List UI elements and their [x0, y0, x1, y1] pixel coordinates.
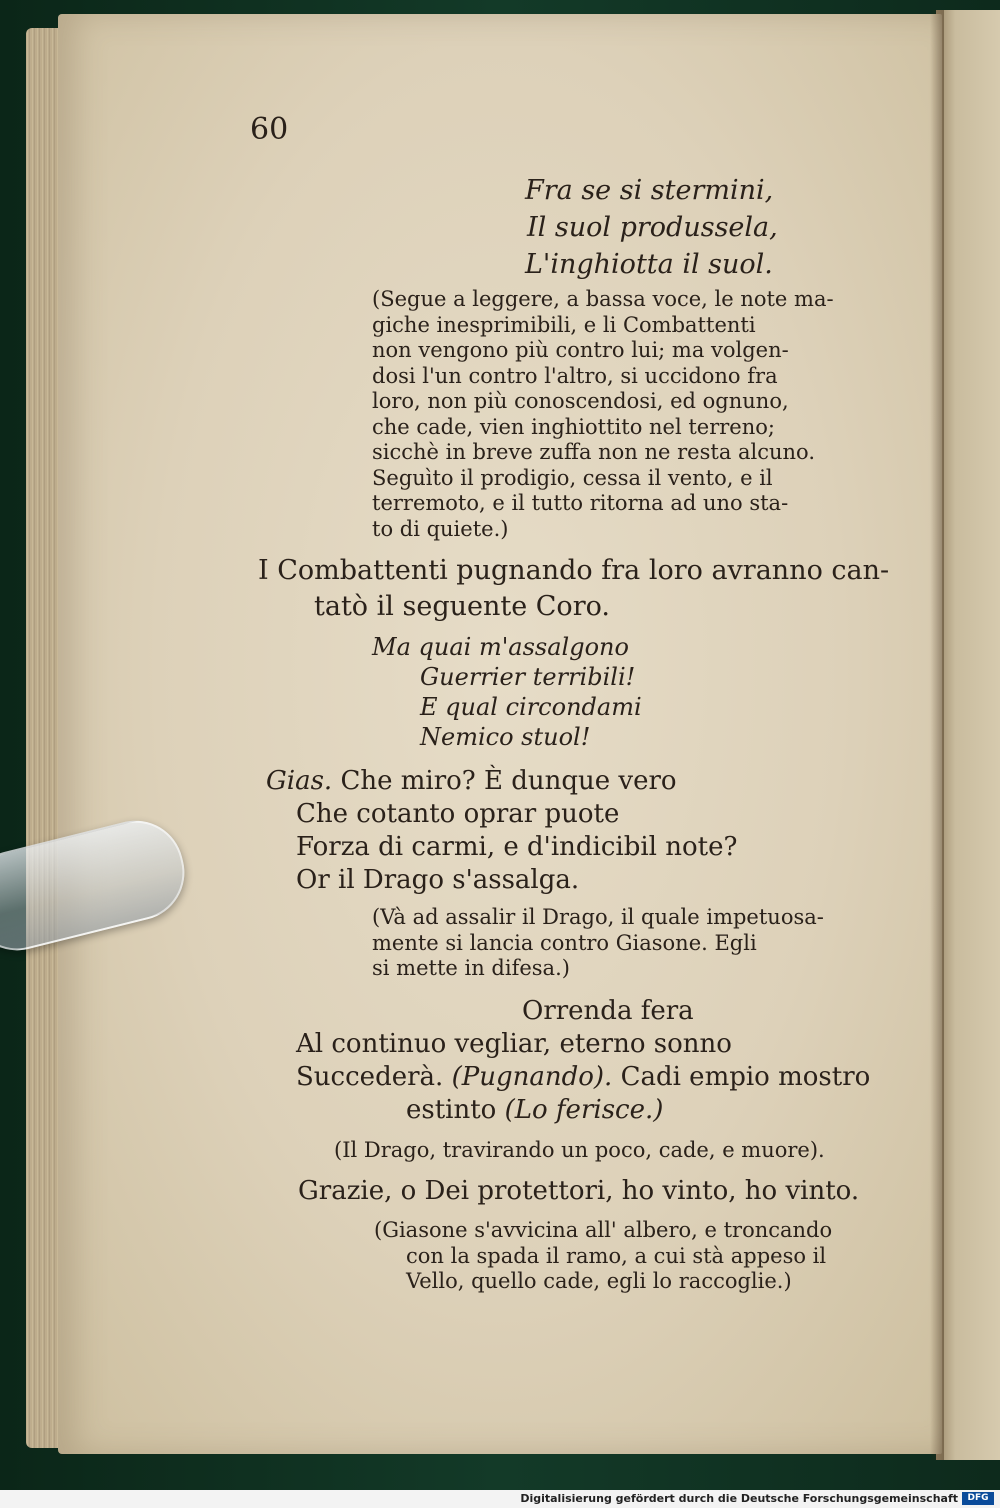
stage-direction-line: loro, non più conoscendosi, ed ognuno, [372, 389, 789, 413]
poem-line: L'inghiotta il suol. [525, 249, 773, 280]
stage-direction: (Il Drago, travirando un poco, cade, e muore). [334, 1138, 825, 1162]
stage-direction-line: Seguìto il prodigio, cessa il vento, e il [372, 465, 773, 490]
stage-direction-line: (Giasone s'avvicina all' albero, e troncando [374, 1218, 833, 1242]
speech-line [266, 765, 737, 798]
stage-direction-line: che cade, vien inghiottito nel terreno; [372, 414, 775, 439]
stage-direction-line: con la spada il ramo, a cui stà appeso il [406, 1243, 827, 1268]
stage-direction-line: giche inesprimibili, e li Combattenti [372, 312, 756, 337]
stage-direction [374, 1218, 832, 1295]
dfg-logo: DFG [962, 1492, 994, 1505]
chorus-line: Ma quai m'assalgono [372, 633, 629, 661]
poem-stanza [525, 172, 778, 283]
speech-text: Che miro? È dunque vero [340, 766, 677, 796]
stage-direction-line: sicchè in breve zuffa non ne resta alcuno. [372, 440, 816, 464]
chorus-line: E qual circondami [420, 693, 642, 721]
stage-direction [372, 287, 834, 542]
poem-line: Fra se si stermini, [525, 175, 774, 206]
speech-text: Succederà. [296, 1062, 444, 1092]
stage-direction-line: (Segue a leggere, a bassa voce, le note ma- [372, 287, 834, 311]
speech-line: Al continuo vegliar, eterno sonno [296, 1029, 732, 1059]
spine-shadow [930, 10, 944, 1460]
stage-direction-line: (Và ad assalir il Drago, il quale impetuosa- [372, 905, 824, 929]
stage-direction-line: terremoto, e il tutto ritorna ad uno sta- [372, 491, 789, 515]
footer-bar [0, 1490, 1000, 1508]
funding-credit: Digitalisierung gefördert durch die Deutsche Forschungsgemeinschaft [520, 1492, 958, 1505]
speech-line: Forza di carmi, e d'indicibil note? [296, 832, 738, 862]
facing-page-edge [936, 10, 1000, 1460]
speech-giasone [266, 765, 737, 897]
inline-stage-direction: (Pugnando). [451, 1062, 613, 1092]
narration [258, 553, 889, 625]
chorus-line: Guerrier terribili! [420, 663, 636, 691]
stage-direction-line: non vengono più contro lui; ma volgen- [372, 338, 789, 362]
speech-line [296, 1094, 870, 1127]
speech-continued [296, 995, 870, 1127]
speech-line: Orrenda fera [522, 996, 694, 1026]
stage-direction-line: to di quiete.) [372, 516, 509, 541]
stage-direction-line: si mette in difesa.) [372, 956, 570, 980]
speech-text: estinto [406, 1095, 497, 1125]
inline-stage-direction: (Lo ferisce.) [504, 1095, 664, 1125]
narration-line: tatò il seguente Coro. [314, 591, 610, 622]
speech-text: Cadi empio mostro [620, 1062, 871, 1092]
page-number: 60 [250, 112, 289, 147]
poem-line: Il suol produssela, [527, 212, 778, 243]
speech-line: Or il Drago s'assalga. [296, 865, 580, 895]
stage-direction-line: mente si lancia contro Giasone. Egli [372, 930, 757, 955]
speech-line: Che cotanto oprar puote [296, 799, 620, 829]
speech-line [296, 1061, 870, 1094]
speech-line: Grazie, o Dei protettori, ho vinto, ho vinto. [298, 1176, 860, 1206]
stage-direction-line: dosi l'un contro l'altro, si uccidono fra [372, 363, 778, 388]
narration-line: I Combattenti pugnando fra loro avranno can- [258, 555, 890, 586]
chorus-line: Nemico stuol! [420, 723, 591, 751]
speaker-name: Gias. [266, 766, 333, 796]
stage-direction [372, 905, 824, 982]
chorus-stanza [372, 632, 642, 752]
stage-direction-line: Vello, quello cade, egli lo raccoglie.) [406, 1269, 792, 1293]
